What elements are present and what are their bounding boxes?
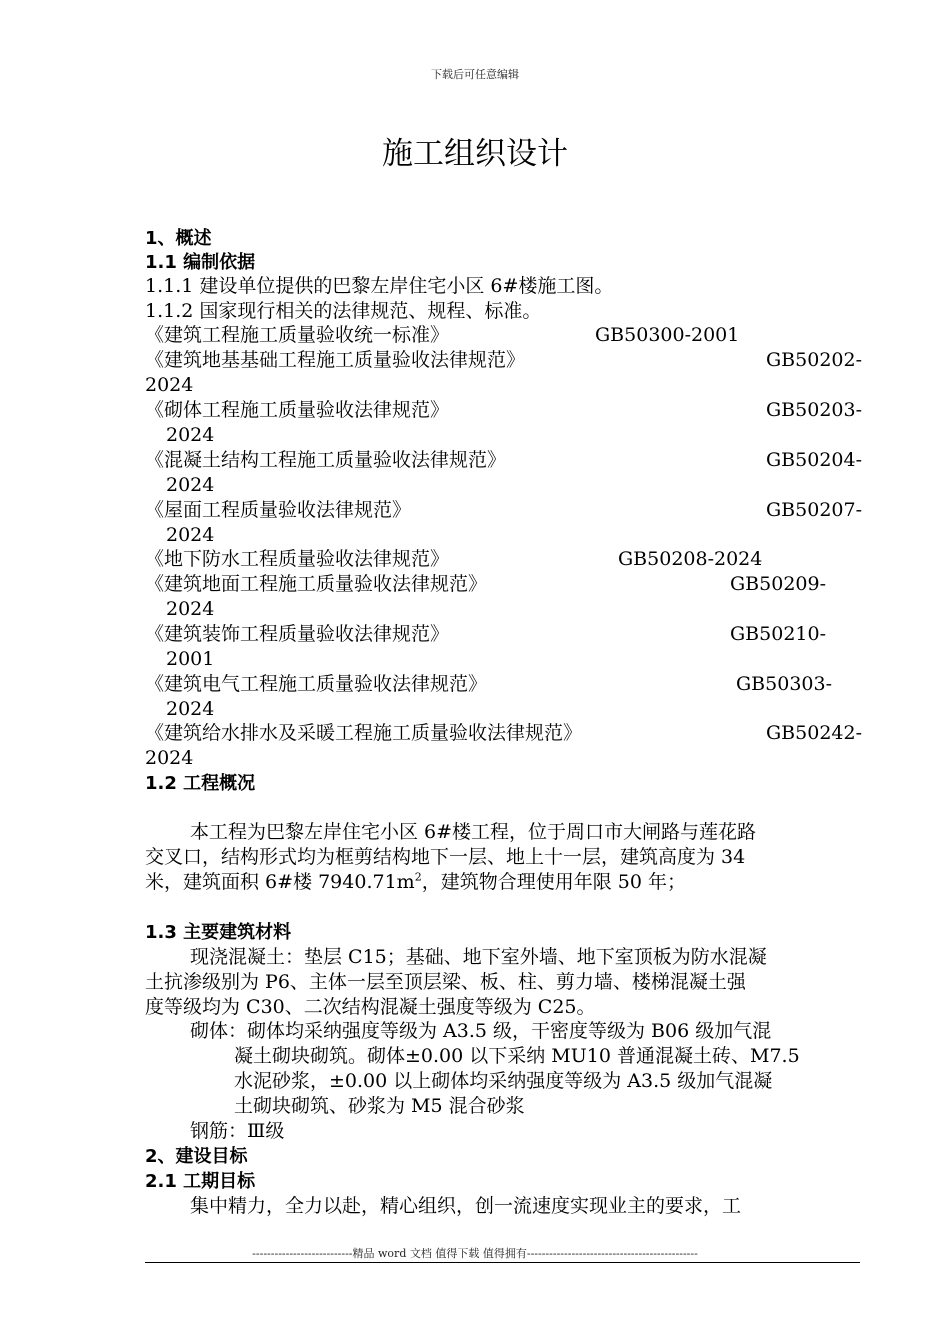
- standard-code: GB50300-2001: [595, 324, 740, 346]
- footer-note: ---------------------------精品 word 文档 值得下载 值得拥有----------------------------------------------: [252, 1247, 698, 1260]
- superscript-2: 2: [414, 870, 422, 884]
- standard-code-continuation: 2024: [166, 698, 215, 720]
- header-note: 下载后可任意编辑: [431, 68, 519, 81]
- footer-rule: [145, 1262, 860, 1263]
- paragraph-line: 土砌块砌筑、砂浆为 M5 混合砂浆: [234, 1095, 525, 1117]
- standard-name: 《砌体工程施工质量验收法律规范》: [145, 399, 450, 421]
- standard-code: GB50303-: [736, 673, 833, 695]
- paragraph-line: 土抗渗级别为 P6、主体一层至顶层梁、板、柱、剪力墙、楼梯混凝土强: [145, 971, 746, 993]
- standard-code: GB50242-: [766, 722, 863, 744]
- standard-name: 《混凝土结构工程施工质量验收法律规范》: [145, 449, 507, 471]
- standard-name: 《建筑工程施工质量验收统一标准》: [145, 324, 450, 346]
- standard-name: 《建筑装饰工程质量验收法律规范》: [145, 623, 450, 645]
- standard-name: 《地下防水工程质量验收法律规范》: [145, 548, 450, 570]
- standard-code: GB50208-2024: [618, 548, 763, 570]
- standard-code-continuation: 2024: [145, 374, 194, 396]
- paragraph-line: 水泥砂浆，±0.00 以上砌体均采纳强度等级为 A3.5 级加气混凝: [234, 1070, 773, 1092]
- paragraph-line: 交叉口，结构形式均为框剪结构地下一层、地上十一层，建筑高度为 34: [145, 846, 746, 868]
- section-heading-2-1: 2.1 工期目标: [145, 1171, 256, 1192]
- basis-item-1: 1.1.1 建设单位提供的巴黎左岸住宅小区 6#楼施工图。: [145, 275, 614, 297]
- section-heading-1-3: 1.3 主要建筑材料: [145, 922, 292, 943]
- page-title: 施工组织设计: [382, 136, 568, 172]
- standard-code: GB50209-: [730, 573, 827, 595]
- standard-code: GB50204-: [766, 449, 863, 471]
- paragraph-line: [145, 870, 686, 895]
- paragraph-line: 本工程为巴黎左岸住宅小区 6#楼工程，位于周口市大闸路与莲花路: [190, 821, 757, 843]
- paragraph-line: 度等级均为 C30、二次结构混凝土强度等级为 C25。: [145, 996, 596, 1018]
- standard-code-continuation: 2024: [166, 598, 215, 620]
- standard-code-continuation: 2001: [166, 648, 215, 670]
- section-heading-1-2: 1.2 工程概况: [145, 773, 256, 794]
- standard-code-continuation: 2024: [166, 524, 215, 546]
- standard-name: 《建筑电气工程施工质量验收法律规范》: [145, 673, 488, 695]
- area-text: 米，建筑面积 6#楼 7940.71m: [145, 871, 415, 893]
- section-heading-2: 2、建设目标: [145, 1146, 248, 1167]
- standard-code: GB50210-: [730, 623, 827, 645]
- standard-name: 《建筑地面工程施工质量验收法律规范》: [145, 573, 488, 595]
- standard-code-continuation: 2024: [166, 424, 215, 446]
- standard-code-continuation: 2024: [145, 747, 194, 769]
- standard-code-continuation: 2024: [166, 474, 215, 496]
- standard-name: 《屋面工程质量验收法律规范》: [145, 499, 412, 521]
- schedule-goal-line: 集中精力，全力以赴，精心组织，创一流速度实现业主的要求，工: [190, 1195, 742, 1217]
- paragraph-line: 现浇混凝土：垫层 C15；基础、地下室外墙、地下室顶板为防水混凝: [190, 946, 767, 968]
- area-text-tail: ，建筑物合理使用年限 50 年；: [421, 871, 686, 893]
- standard-code: GB50203-: [766, 399, 863, 421]
- standard-name: 《建筑地基基础工程施工质量验收法律规范》: [145, 349, 526, 371]
- standard-code: GB50207-: [766, 499, 863, 521]
- standard-name: 《建筑给水排水及采暖工程施工质量验收法律规范》: [145, 722, 583, 744]
- paragraph-line: 砌体：砌体均采纳强度等级为 A3.5 级，干密度等级为 B06 级加气混: [190, 1020, 772, 1042]
- section-heading-1: 1、概述: [145, 228, 212, 249]
- standard-code: GB50202-: [766, 349, 863, 371]
- section-heading-1-1: 1.1 编制依据: [145, 252, 256, 273]
- rebar-line: 钢筋：Ⅲ级: [190, 1120, 285, 1142]
- basis-item-2: 1.1.2 国家现行相关的法律规范、规程、标准。: [145, 300, 542, 322]
- paragraph-line: 凝土砌块砌筑。砌体±0.00 以下采纳 MU10 普通混凝土砖、M7.5: [234, 1045, 800, 1067]
